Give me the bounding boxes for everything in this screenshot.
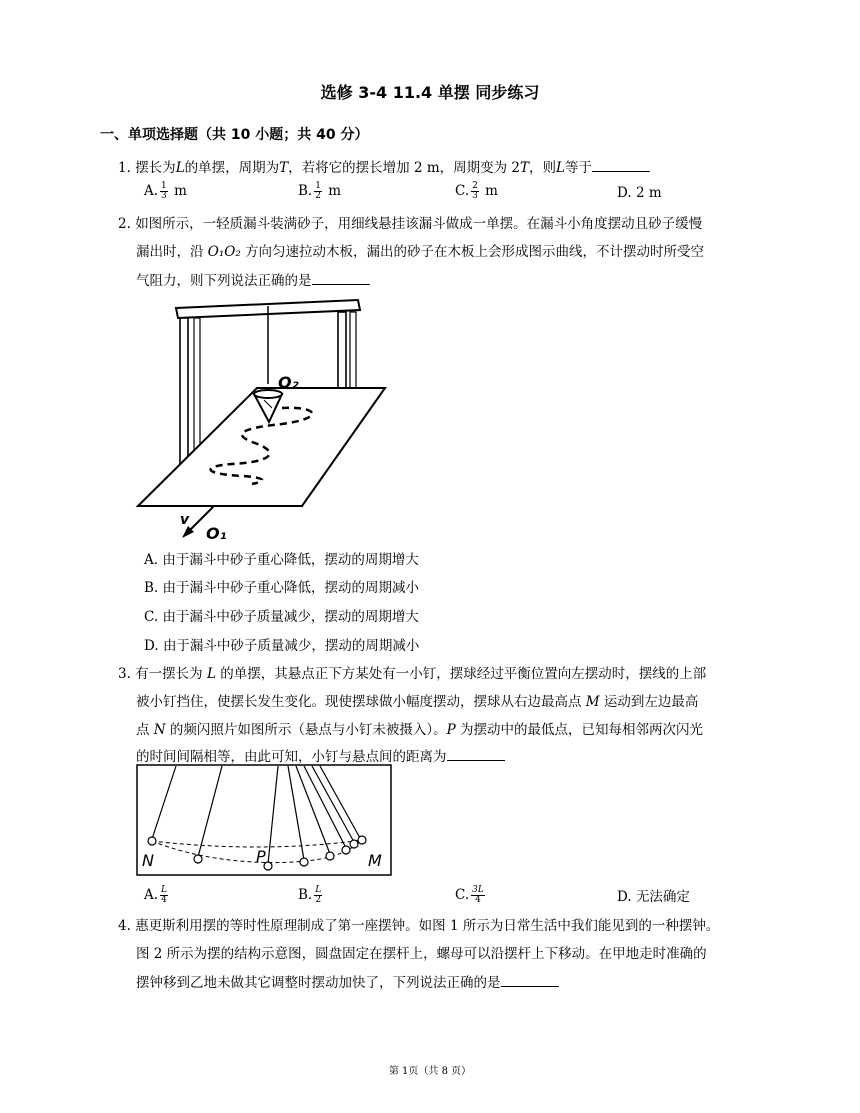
q3-option-b[interactable]: B. $\frac{L}{2}$ — [298, 885, 322, 905]
question-3-line-4: 的时间间隔相等，由此可知，小钉与悬点间的距离为 — [136, 746, 505, 767]
q1-option-a[interactable]: A. $\frac{1}{3}$ m — [144, 181, 187, 201]
answer-blank — [501, 972, 559, 987]
page-footer: 第 1页（共 8 页） — [388, 1066, 472, 1077]
question-4-line-2: 图 2 所示为摆的结构示意图，圆盘固定在摆杆上，螺母可以沿摆杆上下移动。在甲地走时准确的 — [136, 946, 707, 962]
strobe-photo-figure — [136, 764, 392, 876]
label-v: v — [180, 512, 190, 528]
answer-blank — [447, 746, 505, 761]
question-4-line-3: 摆钟移到乙地未做其它调整时摆动加快了，下列说法正确的是 — [136, 972, 559, 993]
answer-blank — [312, 270, 370, 285]
question-2-line-2: 漏出时，沿 O₁O₂ 方向匀速拉动木板，漏出的砂子在木板上会形成图示曲线，不计摆动时所受空 — [136, 244, 705, 260]
q3-option-a[interactable]: A. $\frac{L}{4}$ — [144, 885, 168, 905]
question-3-line-2: 被小钉挡住，使摆长发生变化。现使摆球做小幅度摆动，摆球从右边最高点 M 运动到左边最高 — [136, 694, 699, 710]
label-o1: O₁ — [206, 524, 227, 543]
q2-option-d[interactable]: D. 由于漏斗中砂子质量减少，摆动的周期减小 — [144, 638, 420, 654]
funnel-pendulum-figure — [132, 296, 392, 546]
question-2-line-3: 气阻力，则下列说法正确的是 — [136, 270, 370, 291]
label-m: M — [368, 851, 382, 870]
question-1-stem: 1. 摆长为L的单摆，周期为T，若将它的摆长增加 2 m，周期变为 2T，则L等于 — [118, 157, 650, 178]
question-3-line-3: 点 N 的频闪照片如图所示（悬点与小钉未被摄入）。P 为摆动中的最低点，已知每相邻两次闪光 — [136, 722, 704, 738]
q1-option-b[interactable]: B. $\frac{1}{2}$ m — [298, 181, 342, 201]
question-3-line-1: 3. 有一摆长为 L 的单摆，其悬点正下方某处有一小钉，摆球经过平衡位置向左摆动时，摆线的上部 — [118, 666, 707, 682]
q1-option-d[interactable]: D. 2 m — [617, 185, 662, 201]
q1-option-c[interactable]: C. $\frac{2}{3}$ m — [455, 181, 498, 201]
q2-option-a[interactable]: A. 由于漏斗中砂子重心降低，摆动的周期增大 — [144, 552, 419, 568]
question-2-line-1: 2. 如图所示，一轻质漏斗装满砂子，用细线悬挂该漏斗做成一单摆。在漏斗小角度摆动且砂子缓慢 — [118, 216, 703, 232]
label-n: N — [142, 851, 154, 870]
question-4-line-1: 4. 惠更斯利用摆的等时性原理制成了第一座摆钟。如图 1 所示为日常生活中我们能见到的一种摆钟。 — [118, 918, 720, 934]
section-heading: 一、单项选择题（共 10 小题；共 40 分） — [100, 127, 369, 143]
label-o2: O₂ — [278, 373, 299, 392]
page-title: 选修 3-4 11.4 单摆 同步练习 — [320, 83, 540, 102]
label-p: P — [256, 847, 266, 866]
q2-option-b[interactable]: B. 由于漏斗中砂子重心降低，摆动的周期减小 — [144, 580, 420, 596]
answer-blank — [592, 157, 650, 172]
q2-option-c[interactable]: C. 由于漏斗中砂子质量减少，摆动的周期增大 — [144, 609, 419, 625]
q3-option-c[interactable]: C. $\frac{3L}{4}$ — [455, 885, 484, 905]
q3-option-d[interactable]: D. 无法确定 — [617, 889, 690, 905]
